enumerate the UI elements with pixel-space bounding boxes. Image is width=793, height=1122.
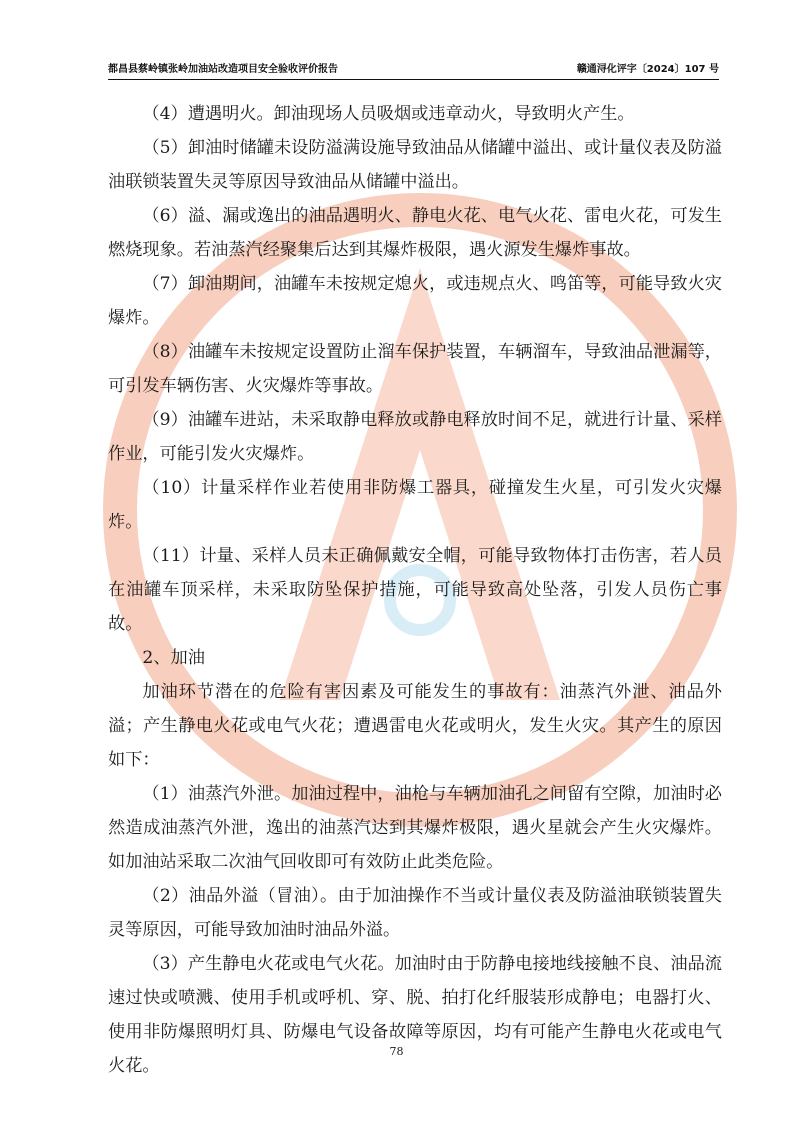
page-number: 78: [389, 1045, 404, 1058]
body-text: [108, 97, 722, 1083]
page-header: [108, 59, 719, 80]
paragraph: （7）卸油期间，油罐车未按规定熄火，或违规点火、鸣笛等，可能导致火灾爆炸。: [108, 274, 722, 328]
paragraph: （11）计量、采样人员未正确佩戴安全帽，可能导致物体打击伤害，若人员在油罐车顶采样，未采取防坠保护措施，可能导致高处坠落，引发人员伤亡事故。: [108, 546, 722, 634]
paragraph: （1）油蒸汽外泄。加油过程中，油枪与车辆加油孔之间留有空隙，加油时必然造成油蒸汽外泄，逸出的油蒸汽达到其爆炸极限，遇火星就会产生火灾爆炸。如加油站采取二次油气回收即可有效防止此类危险。: [108, 784, 722, 872]
paragraph: （10）计量采样作业若使用非防爆工器具，碰撞发生火星，可引发火灾爆炸。: [108, 478, 722, 532]
paragraph: （5）卸油时储罐未设防溢满设施导致油品从储罐中溢出、或计量仪表及防溢油联锁装置失灵等原因导致油品从储罐中溢出。: [108, 138, 722, 192]
paragraph: （2）油品外溢（冒油）。由于加油操作不当或计量仪表及防溢油联锁装置失灵等原因，可能导致加油时油品外溢。: [108, 886, 722, 940]
paragraph: 加油环节潜在的危险有害因素及可能发生的事故有：油蒸汽外泄、油品外溢；产生静电火花或电气火花；遭遇雷电火花或明火，发生火灾。其产生的原因如下：: [108, 682, 722, 770]
paragraph: （3）产生静电火花或电气火花。加油时由于防静电接地线接触不良、油品流速过快或喷溅、使用手机或呼机、穿、脱、拍打化纤服装形成静电；电器打火、使用非防爆照明灯具、防爆电气设备故障等原因，均有可能产生静电火花或电气火花。: [108, 954, 722, 1076]
header-report-title: 都昌县蔡岭镇张岭加油站改造项目安全验收评价报告: [108, 64, 338, 75]
paragraph: （4）遭遇明火。卸油现场人员吸烟或违章动火，导致明火产生。: [142, 104, 635, 124]
header-document-number: 赣通浔化评字〔2024〕107 号: [576, 64, 719, 75]
paragraph: （6）溢、漏或逸出的油品遇明火、静电火花、电气火花、雷电火花，可发生燃烧现象。若油蒸汽经聚集后达到其爆炸极限，遇火源发生爆炸事故。: [108, 206, 722, 260]
paragraph: （8）油罐车未按规定设置防止溜车保护装置，车辆溜车，导致油品泄漏等，可引发车辆伤害、火灾爆炸等事故。: [108, 342, 722, 396]
paragraph: （9）油罐车进站，未采取静电释放或静电释放时间不足，就进行计量、采样作业，可能引发火灾爆炸。: [108, 410, 722, 464]
section-heading: 2、加油: [142, 648, 205, 668]
